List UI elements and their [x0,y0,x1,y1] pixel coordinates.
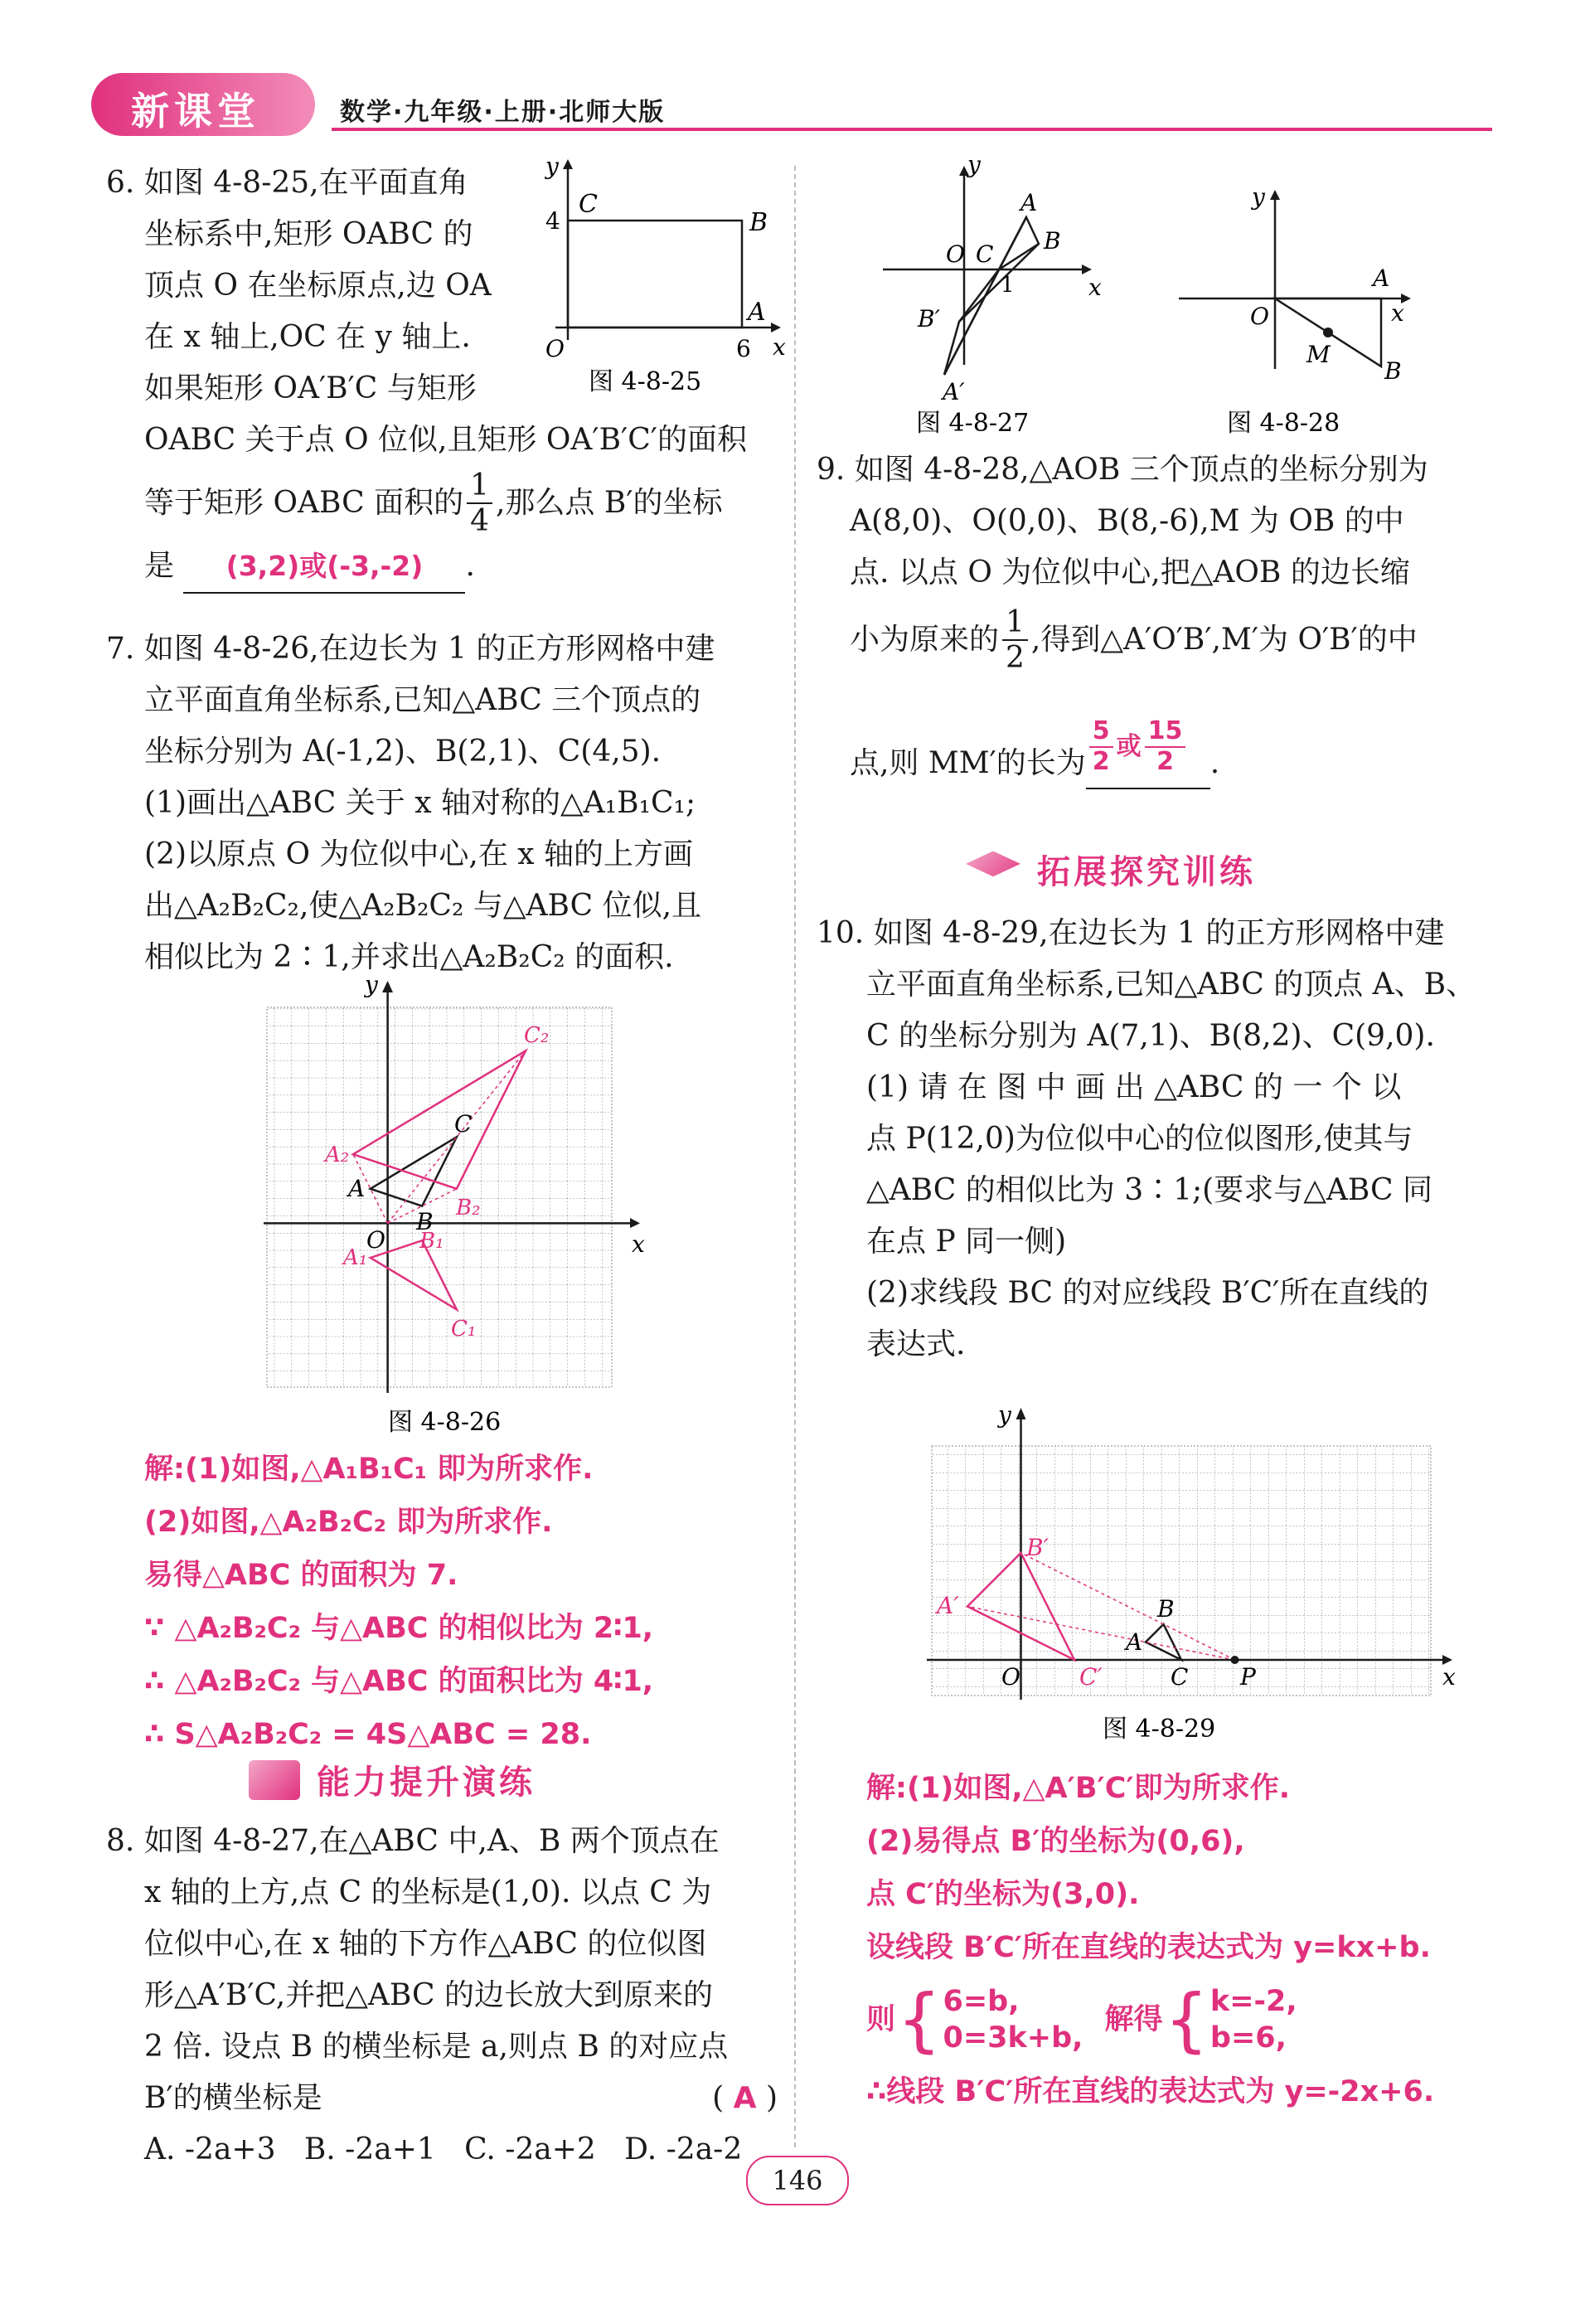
figure-4-8-28 [1169,187,1434,439]
tick-4: 4 [545,207,560,235]
q9-line-area: 小为原来的 $\frac{1}{2}$ ,得到△A′O′B′,M′为 O′B′的中 [850,604,1418,675]
label-c: C [454,1110,473,1138]
label-b-prime: B′ [1026,1534,1049,1561]
solution-line: ∵ △A₂B₂C₂ 与△ABC 的相似比为 2∶1, [144,1612,654,1645]
q10-line: 10. 如图 4-8-29,在边长为 1 的正方形网格中建 [817,916,1445,950]
label-c: C [579,190,598,219]
logo-text: 新课堂 [131,89,260,133]
label-c: C [1171,1663,1189,1691]
label-c-prime: C′ [1079,1663,1103,1691]
q8-line: x 轴的上方,点 C 的坐标是(1,0). 以点 C 为 [144,1875,712,1909]
q6-answer-line: 是 (3,2)或(-3,-2) . [106,541,769,594]
q7-line: 相似比为 2∶1,并求出△A₂B₂C₂ 的面积. [144,940,674,974]
solution-line: 易得△ABC 的面积为 7. [144,1559,458,1592]
system-brace: { [1164,1979,1209,2060]
caption: 图 4-8-27 [916,409,1030,438]
system-brace: { [897,1979,942,2060]
books-icon [249,1760,300,1800]
q9-line: 9. 如图 4-8-28,△AOB 三个顶点的坐标分别为 [817,453,1428,487]
question-8 [106,1816,778,2176]
equation-system-line: 则 { 6=b, 0=3k+b, 解得 { k=-2, b=6, [866,1979,1297,2060]
label-b: B [1044,227,1061,255]
q10-line: 表达式. [866,1327,966,1361]
system-1: 6=b, 0=3k+b, [943,1985,1083,2055]
fraction-one-quarter: $\frac{1}{4}$ [467,468,492,539]
header [91,73,1500,139]
label-b-prime: B′ [918,305,940,332]
q7-line: 出△A₂B₂C₂,使△A₂B₂C₂ 与△ABC 位似,且 [144,889,702,923]
caption: 图 4-8-26 [388,1408,502,1437]
label-y: y [545,158,559,180]
section-extend-header: 拓展探究训练 [966,846,1256,893]
q7-solution [144,1443,774,1761]
page-number-badge [746,2156,849,2205]
label-y: y [998,1401,1011,1429]
label-x: x [632,1230,645,1258]
header-subtitle: 数学·九年级·上册·北师大版 [340,98,666,127]
label-a: A [1020,189,1038,216]
solution-line: ∴ S△A₂B₂C₂ = 4S△ABC = 28. [144,1718,592,1751]
q10-line: (2)求线段 BC 的对应线段 B′C′所在直线的 [866,1276,1429,1310]
label-o: O [366,1226,385,1254]
label-x: x [1391,299,1404,327]
q8-line: B′的横坐标是 ( A ) [106,2073,778,2124]
label-o: O [1250,303,1269,330]
label-b2: B₂ [456,1196,481,1220]
q7-line: 7. 如图 4-8-26,在边长为 1 的正方形网格中建 [106,632,715,666]
label-m: M [1306,341,1331,368]
q10-line: △ABC 的相似比为 3∶1;(要求与△ABC 同 [866,1173,1433,1207]
q6-answer: (3,2)或(-3,-2) [183,541,465,594]
answer-fraction-15-2: $\frac{15}{2}$ [1145,717,1186,776]
q8-line: 位似中心,在 x 轴的下方作△ABC 的位似图 [144,1927,707,1961]
figure-4-8-29 [912,1401,1459,1749]
label-a: A [748,298,766,327]
q9-answer-line: 点,则 MM′的长为 $\frac{5}{2}$ 或 $\frac{15}{2}$ . [817,682,1480,789]
label-x: x [773,333,786,361]
q6-line: 6. 如图 4-8-25,在平面直角 [106,166,468,200]
q10-line: 在点 P 同一侧) [866,1225,1067,1259]
page-number: 146 [772,2165,823,2196]
caption: 图 4-8-28 [1227,409,1340,438]
solution-line: 解:(1)如图,△A′B′C′即为所求作. [866,1772,1290,1805]
q7-line: (1)画出△ABC 关于 x 轴对称的△A₁B₁C₁; [144,786,696,820]
solution-line: (2)如图,△A₂B₂C₂ 即为所求作. [144,1506,553,1539]
solution-line: ∴ △A₂B₂C₂ 与△ABC 的面积比为 4∶1, [144,1665,654,1698]
solution-line: 设线段 B′C′所在直线的表达式为 y=kx+b. [866,1931,1431,1964]
q10-solution [866,1762,1513,2118]
q8-line: 2 倍. 设点 B 的横坐标是 a,则点 B 的对应点 [144,2030,729,2064]
q6-line: 坐标系中,矩形 OABC 的 [144,217,473,251]
q6-line: 在 x 轴上,OC 在 y 轴上. [144,320,471,354]
figure-4-8-25 [531,158,788,398]
label-a: A [1126,1628,1143,1656]
tick-6: 6 [736,335,751,362]
q8-line: 形△A′B′C,并把△ABC 的边长放大到原来的 [144,1978,713,2012]
label-b1: B₁ [419,1229,444,1254]
y-axis-arrow [1016,1408,1026,1419]
section-ability-header: 能力提升演练 [249,1756,536,1803]
fraction-one-half: $\frac{1}{2}$ [1002,605,1028,676]
q6-line-area: 等于矩形 OABC 面积的 $\frac{1}{4}$ ,那么点 B′的坐标 [144,468,723,538]
label-b: B [749,208,768,237]
point-m [1323,327,1333,337]
q6-line: 如果矩形 OA′B′C 与矩形 [144,371,477,405]
q7-line: 立平面直角坐标系,已知△ABC 三个顶点的 [144,683,701,717]
line-b-bp [959,244,1039,322]
label-a: A [348,1175,366,1202]
q8-line: 8. 如图 4-8-27,在△ABC 中,A、B 两个顶点在 [106,1824,720,1858]
answer-fraction-5-2: $\frac{5}{2}$ [1089,717,1113,776]
label-x: x [1442,1663,1456,1691]
q8-answer-bracket: ( A ) [712,2081,778,2115]
question-7 [106,623,778,983]
rectangle-oabc [568,221,742,327]
column-divider [794,166,796,2147]
q8-options: A. -2a+3 B. -2a+1 C. -2a+2 D. -2a-2 [144,2132,743,2166]
x-axis-arrow [630,1218,640,1228]
q6-line: OABC 关于点 O 位似,且矩形 OA′B′C′的面积 [144,423,747,457]
grid [267,1007,612,1387]
q7-line: 坐标分别为 A(-1,2)、B(2,1)、C(4,5). [144,735,662,769]
label-y: y [1252,187,1265,211]
label-y: y [967,158,981,178]
label-c2: C₂ [524,1023,550,1048]
label-b: B [416,1208,434,1235]
label-b: B [1157,1595,1175,1623]
label-b: B [1384,357,1402,385]
solution-line: 解:(1)如图,△A₁B₁C₁ 即为所求作. [144,1453,594,1486]
label-p: P [1240,1663,1256,1691]
label-a1: A₁ [343,1245,368,1270]
label-c1: C₁ [451,1317,477,1342]
y-axis-arrow [382,981,393,992]
q9-line: A(8,0)、O(0,0)、B(8,-6),M 为 OB 的中 [850,504,1404,538]
label-o: O [1001,1663,1020,1691]
label-c: C [976,240,994,268]
q10-line: (1) 请 在 图 中 画 出 △ABC 的 一 个 以 [866,1070,1402,1104]
label-a-prime: A′ [937,1592,959,1619]
label-a2: A₂ [325,1143,350,1167]
triangle-abc [999,217,1039,269]
q6-line: 顶点 O 在坐标原点,边 OA [144,269,492,303]
y-axis-arrow [563,159,573,169]
q10-line: C 的坐标分别为 A(7,1)、B(8,2)、C(9,0). [866,1019,1435,1053]
header-rule [332,128,1492,131]
label-y: y [365,974,378,998]
q7-line: (2)以原点 O 为位似中心,在 x 轴的上方画 [144,837,694,871]
label-a: A [1373,264,1390,292]
system-2: k=-2, b=6, [1209,1985,1297,2055]
q8-answer: A [733,2081,757,2115]
label-x: x [1088,274,1102,301]
q10-line: 立平面直角坐标系,已知△ABC 的顶点 A、B、 [866,968,1476,1002]
y-axis-arrow [1270,190,1280,200]
graduation-cap-icon [966,851,1020,888]
q9-answer: $\frac{5}{2}$ 或 $\frac{15}{2}$ [1086,736,1210,789]
question-10 [817,908,1488,1371]
point-p [1231,1656,1239,1664]
q10-line: 点 P(12,0)为位似中心的位似图形,使其与 [866,1122,1413,1156]
tick-1: 1 [1001,273,1015,298]
label-o: O [545,335,565,362]
solution-line: ∴线段 B′C′所在直线的表达式为 y=-2x+6. [866,2075,1435,2108]
x-axis-arrow [771,323,781,332]
figure-4-8-26 [257,974,647,1439]
solution-line: (2)易得点 B′的坐标为(0,6), [866,1825,1245,1858]
solution-line: 点 C′的坐标为(3,0). [866,1878,1140,1911]
caption: 图 4-8-29 [1103,1715,1216,1744]
question-9 [817,444,1480,789]
label-o: O [946,240,965,268]
q9-line: 点. 以点 O 为位似中心,把△AOB 的边长缩 [850,556,1410,589]
caption: 图 4-8-25 [589,367,702,396]
label-a-prime: A′ [943,378,965,405]
figure-4-8-27 [875,158,1115,439]
